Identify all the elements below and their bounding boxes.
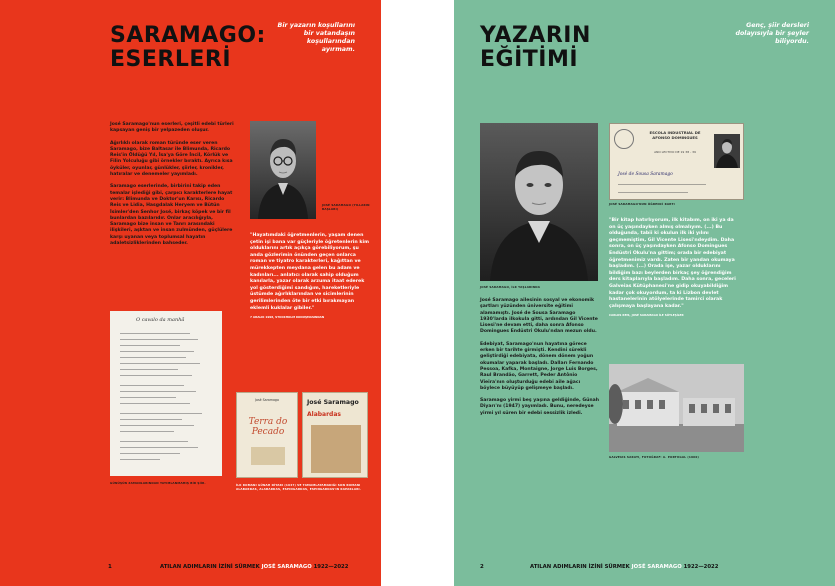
portrait-photo <box>250 121 316 219</box>
manuscript-line <box>120 397 176 398</box>
big-quote <box>250 233 372 320</box>
book-illustration <box>311 425 361 473</box>
body-paragraph: José Saramago'nun eserleri, çeşitli edebi türleri kapsayan geniş bir yelpazeden oluşur. <box>110 122 234 134</box>
manuscript-caption: GÜNÜŞÜN ZAMANLARINDAN YAYIMLANMAMIŞ BİR ŞİİR. <box>110 481 206 485</box>
student-card-image <box>609 123 744 200</box>
manuscript-line <box>120 385 184 386</box>
student-card-caption: JOSÉ SARAMAGO'NUN ÖĞRENCİ KARTI <box>609 202 675 206</box>
footer-title <box>530 564 718 570</box>
footer-name: JOSÉ SARAMAGO <box>261 564 312 570</box>
manuscript-line <box>120 453 180 454</box>
manuscript-title: O cavalo da manhã <box>136 317 185 323</box>
page-title <box>480 24 591 72</box>
manuscript-line <box>120 413 202 414</box>
card-line <box>618 192 688 193</box>
body-text <box>110 122 236 253</box>
header-quote: Genç, şiir dersleri dolayısıyla bir şeyler biliyordu. <box>735 22 809 45</box>
footer-name: JOSÉ SARAMAGO <box>631 564 682 570</box>
title-line-2: EĞİTİMİ <box>480 47 579 72</box>
manuscript-line <box>120 333 190 334</box>
page-number: 1 <box>108 564 112 570</box>
portrait-caption: JOSÉ SARAMAGO (YILLARIN BAŞLARI) <box>322 203 370 211</box>
manuscript-image <box>110 311 222 476</box>
manuscript-line <box>120 403 190 404</box>
card-school: ESCOLA INDUSTRIAL DE AFONSO DOMINGUES <box>649 130 701 140</box>
title-line-2: ESERLERİ <box>110 47 232 72</box>
big-quote-text: "Bir kitap hatırlıyorum, ilk kitabım, on iki ya da on üç yaşındayken almış olmalıyım. (...) Bu olduğunda, tabii ki okulun ilk iki yılını geçmemiştim, Gil Vicente Lisesi'ndeydim. Daha sonra, on üç yaşındayken Afonso Domingues Endüstri Okulu'na gittim; orada bir edebiyat öğretmenimiz vardı. Zaten bir yandan okumaya başladım. (...) Orada işe, yazar olduklarını bildiğim bazı beylerden birkaç şey öğrendiğim ders kitaplarıyla başladım. Daha sonra, geceleri Galveias Kütüphanesi'ne gidip okuyabildiğim kadar çok okuyordum, ta ki Lizbon devlet hastanelerinin atölyelerinde tamirci olarak çalışmaya başlayana kadar." <box>609 218 736 309</box>
manuscript-line <box>120 391 196 392</box>
big-quote <box>609 218 741 318</box>
manuscript-line <box>120 357 186 358</box>
header-quote: Bir yazarın koşullarını bir vatandaşın koşullarından ayırmam. <box>277 22 355 53</box>
book-illustration <box>251 447 285 465</box>
body-paragraph: Edebiyat, Saramago'nun hayatına görece erken bir tarihte girmişti. Kendini sürekli geliştirdiği edebiyata, dönem dönem yoğun okumalar yaparak başladı. Dalları Fernando Pessoa, Kafka, Montaigne, Jorge Luis Borges, Raul Brandão, Garrett, Peder Antônio Vieira'nın oluşturduğu edebi aile ağacı böylece büyüyüp gelişmeye başladı. <box>480 341 598 391</box>
body-paragraph: José Saramago ailesinin sosyal ve ekonomik şartları yüzünden üniversite eğitimi alamamıştı. José de Sousa Saramago 1930'larda ilkokula gitti, ardından Gil Vicente Lisesi'ne devam etti, daha sonra Afonso Domingues Endüstri Okulu'ndan mezun oldu. <box>480 298 598 335</box>
page-number: 2 <box>480 564 484 570</box>
big-quote-attribution: 7 ARALIK 1998, STOCKHOLM KONUŞMASINDAN <box>250 315 325 320</box>
manuscript-line <box>120 447 198 448</box>
big-quote-text: "Hayatımdaki öğretmenlerin, yaşam denen çetin işi bana var güçleriyle öğretenlerin kim olduklarını artık açıkça görebiliyorum, şu anda gözlerimin önünden geçen onlarca roman ve tiyatro karakterleri, kağıttan ve mürekkepten meydana gelen bu adam ve kadınları... anlatıcı olarak sahip olduğum kanılarla, yazar olarak arzuma itaat ederek yol gösterdiğimi sandığım, hareketleriyle üstümde ağırlıklarından ve sicimlerinin gerilimlerinden öte bir etki bırakmayan eklemli kuklalar gibiler." <box>250 233 369 311</box>
seal-icon <box>614 129 634 149</box>
manuscript-line <box>120 441 188 442</box>
card-line <box>618 184 706 185</box>
footer-years: 1922—2022 <box>683 564 719 570</box>
book-title: Alabardas <box>307 411 341 418</box>
card-year: ANO LECTIVO DE 19 38 - 39 <box>654 150 696 154</box>
manuscript-line <box>120 363 200 364</box>
title-line-1: YAZARIN <box>480 23 591 48</box>
manuscript-line <box>120 339 198 340</box>
book-author: José Saramago <box>307 399 359 406</box>
body-text <box>480 298 600 423</box>
boy-portrait-caption: JOSÉ SARAMAGO, İLK YAŞLARINDA <box>480 285 541 289</box>
books-caption: İLK ROMANI GÜNAH DİYARI (1947) VE TAMAMLAYAMADIĞI SON ROMANI ALABARDAS, ALABARDAS, ESPINGARDAS, ESPINGARDAS'IN KAPAKLARI. <box>236 483 362 491</box>
footer-years: 1922—2022 <box>313 564 349 570</box>
manuscript-line <box>120 425 194 426</box>
manuscript-line <box>120 419 182 420</box>
book-author: José Saramago <box>255 398 279 402</box>
title-line-1: SARAMAGO: <box>110 23 266 48</box>
footer-main: ATILAN ADIMLARIN İZİNİ SÜRMEK <box>160 564 260 570</box>
manuscript-line <box>120 369 178 370</box>
body-paragraph: Ağırlıklı olarak roman türünde eser veren Saramago, bize Baltasar ile Blimunda, Ricardo Reis'in Öldüğü Yıl, İsa'ya Göre İncil, Körlük ve Filin Yolculuğu gibi örnekler bıraktı. Ayrıca kısa öyküler, oyunlar, günlükler, şiirler, kronikler, hatıralar ve denemeler yayımladı. <box>110 140 233 178</box>
panel-eserleri <box>0 0 381 586</box>
panel-egitimi <box>454 0 835 586</box>
manuscript-line <box>120 345 180 346</box>
galveias-palace-photo <box>609 364 744 452</box>
galveias-palace-caption: GALVEIAS SARAYI, FOTOĞRAF: A. PORTUGAL (1960) <box>609 455 699 459</box>
book-cover-terra-do-pecado <box>236 392 298 478</box>
manuscript-line <box>120 431 174 432</box>
manuscript-line <box>120 375 192 376</box>
page-title <box>110 24 266 72</box>
body-paragraph: Saramago eserlerinde, birbirini takip eden temalar işlediği gibi, çarpıcı karakterlere hayat verir: Blimunda ve Doktor'un Karısı, Ricardo Reis ve Lidia, Hasgdalak Heryem ve Bütün İsimler'den Senhor José, birkaç köpek ve bir fil bunlardan bazılarıdır. Onlar aracılığıyla, Saramago bize insan ve Tanrı arasındaki ilişkileri, aşktan ve insan zulmünden, güçlülere karşı uyanan veya toplumsal hayatın adaletsizliklerinden bahseder. <box>110 184 233 247</box>
footer-title <box>160 564 348 570</box>
book-cover-alabardas <box>302 392 368 478</box>
card-name: José de Sousa Saramago <box>618 172 673 177</box>
body-paragraph: Saramago yirmi beş yaşına geldiğinde, Günah Diyarı'nı (1947) yayımladı. Bunu, neredeyse yirmi yıl süren bir edebi sessizlik izledi. <box>480 398 600 416</box>
big-quote-attribution: CARLOS REIS, JOSÉ SARAMAGO İLE SÖYLEŞİLER <box>609 313 684 318</box>
card-photo <box>714 134 740 168</box>
book-title: Terra do Pecado <box>248 417 288 437</box>
boy-portrait-photo <box>480 123 598 281</box>
manuscript-line <box>120 459 160 460</box>
footer-main: ATILAN ADIMLARIN İZİNİ SÜRMEK <box>530 564 630 570</box>
manuscript-line <box>120 351 194 352</box>
